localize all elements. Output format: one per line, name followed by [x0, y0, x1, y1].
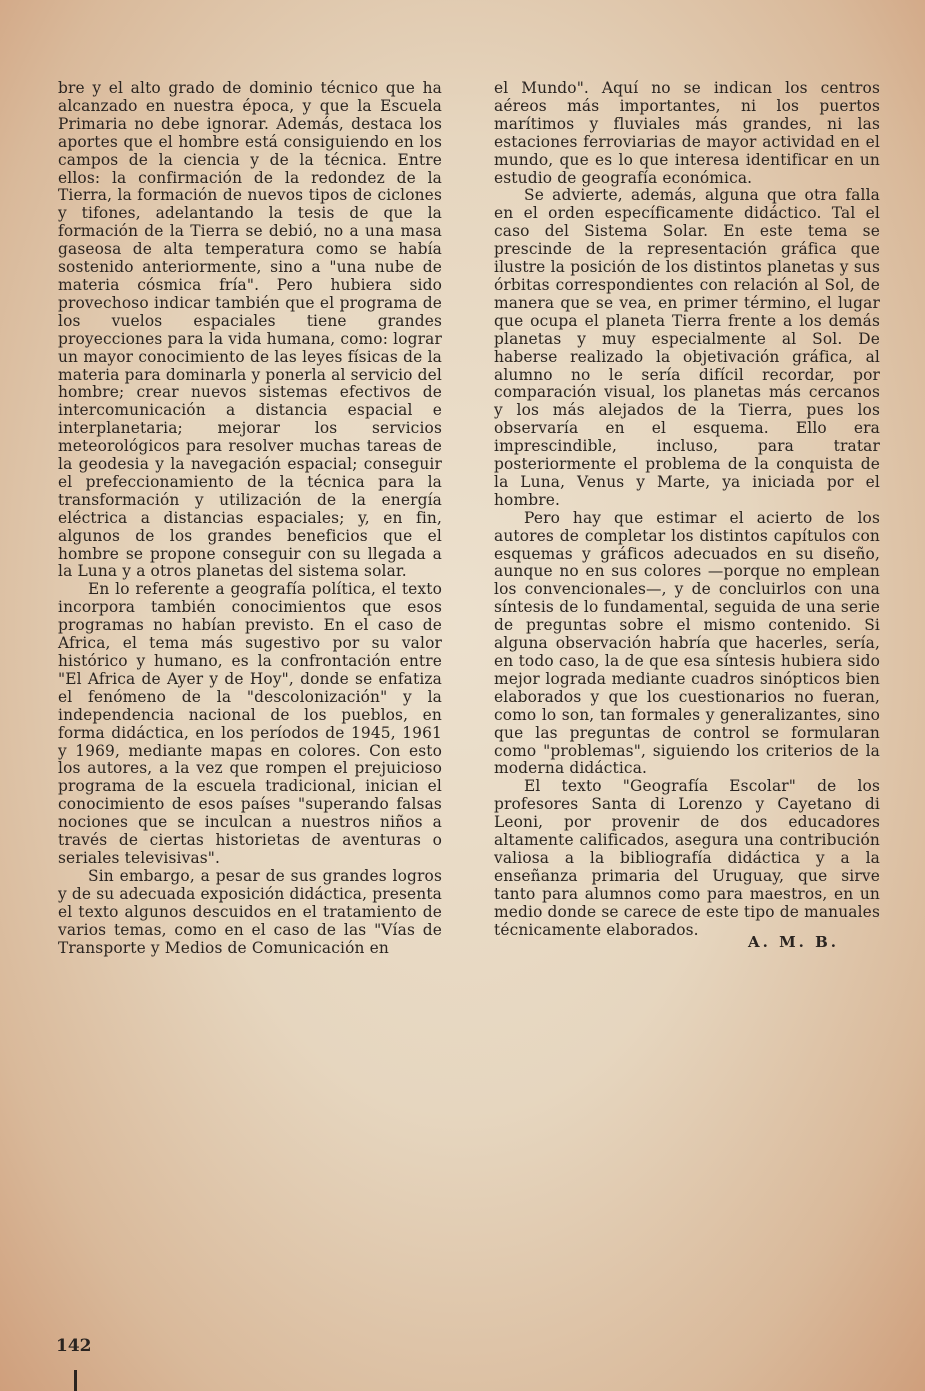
paragraph-continued: bre y el alto grado de dominio técnico que ha alcanzado en nuestra época, y que la Escuela Primaria no debe ignorar. Además, destaca los aportes que el hombre está consiguiendo en los campos de la ciencia y de la técnica. Entre ellos: la confirmación de la redondez de la Tierra, la formación de nuevos tipos de ciclones y tifones, adelantando la tesis de que la formación de la Tierra se debió, no a una masa gaseosa de alta temperatura como se había sostenido anteriormente, sino a "una nube de materia cósmica fría". Pero hubiera sido provechoso indicar también que el programa de los vuelos espaciales tiene grandes proyecciones para la vida humana, como: lograr un mayor conocimiento de las leyes físicas de la materia para dominarla y ponerla al servicio del hombre; crear nuevos sistemas efectivos de intercomunicación a distancia espacial e interplanetaria; mejorar los servicios meteorológicos para resolver muchas tareas de la geodesia y la navegación espacial; conseguir el prefeccionamiento de la técnica para la transformación y utilización de la energía eléctrica a distancias espaciales; y, en fin, algunos de los grandes beneficios que el hombre se propone conseguir con su llegada a la Luna y a otros planetas del sistema solar. — [58, 79, 442, 581]
binding-mark — [74, 1370, 77, 1391]
author-signature: A. M. B. — [748, 933, 840, 951]
paragraph-esquemas-y-graficos: Pero hay que estimar el acierto de los autores de completar los distintos capítulos con esquemas y gráficos adecuados en su diseño, aunque no en sus colores —porque no emplean los convencionales—, y de concluirlos con una síntesis de lo fundamental, seguida de una serie de preguntas sobre el mismo contenido. Si alguna observación habría que hacerles, sería, en todo caso, la de que esa síntesis hubiera sido mejor lograda mediante cuadros sinópticos bien elaborados y que los cuestionarios no fueran, como lo son, tan formales y generalizantes, sino que las preguntas de control se formularan como "problemas", siguiendo los criterios de la moderna didáctica. — [494, 508, 880, 778]
paragraph-descuidos: Sin embargo, a pesar de sus grandes logros y de su adecuada exposición didáctica, presenta el texto algunos descuidos en el tratamiento de varios temas, como en el caso de las "Vías de Transporte y Medios de Comunicación en — [58, 866, 443, 957]
paragraph-geografia-politica: En lo referente a geografía política, el texto incorpora también conocimientos que esos programas no habían previsto. En el caso de Africa, el tema más sugestivo por su valor histórico y humano, es la confrontación entre "El Africa de Ayer y de Hoy", donde se enfatiza el fenómeno de la "descolonización" y la independencia nacional de los pueblos, en forma didáctica, en los períodos de 1945, 1961 y 1969, mediante mapas en colores. Con esto los autores, a la vez que rompen el prejuicioso programa de la escuela tradicional, inician el conocimiento de esos países "superando falsas nociones que se inculcan a nuestros niños a través de ciertas historietas de aventuras o seriales televisivas". — [58, 580, 442, 867]
right-text-column — [494, 80, 880, 940]
paragraph-vias-de-transporte: el Mundo". Aquí no se indican los centros aéreos más importantes, ni los puertos marítimos y fluviales más grandes, ni las estaciones ferroviarias de mayor actividad en el mundo, que es lo que interesa identificar en un estudio de geografía económica. — [494, 79, 880, 187]
page-number: 142 — [56, 1336, 92, 1356]
paragraph-conclusion: El texto "Geografía Escolar" de los profesores Santa di Lorenzo y Cayetano di Leoni, por provenir de dos educadores altamente calificados, asegura una contribución valiosa a la bibliografía didáctica y a la enseñanza primaria del Uruguay, que sirve tanto para alumnos como para maestros, en un medio donde se carece de este tipo de manuales técnicamente elaborados. — [494, 777, 880, 939]
paragraph-sistema-solar: Se advierte, además, alguna que otra falla en el orden específicamente didáctico. Tal el caso del Sistema Solar. En este tema se prescinde de la representación gráfica que ilustre la posición de los distintos planetas y sus órbitas correspondientes con relación al Sol, de manera que se vea, en primer término, el lugar que ocupa el planeta Tierra frente a los demás planetas y muy especialmente al Sol. De haberse realizado la objetivación gráfica, al alumno no le sería difícil recordar, por comparación visual, los planetas más cercanos y los más alejados de la Tierra, pues los observaría en el esquema. Ello era imprescindible, incluso, para tratar posteriormente el problema de la conquista de la Luna, Venus y Marte, ya iniciada por el hombre. — [494, 186, 880, 509]
left-text-column — [58, 80, 442, 957]
